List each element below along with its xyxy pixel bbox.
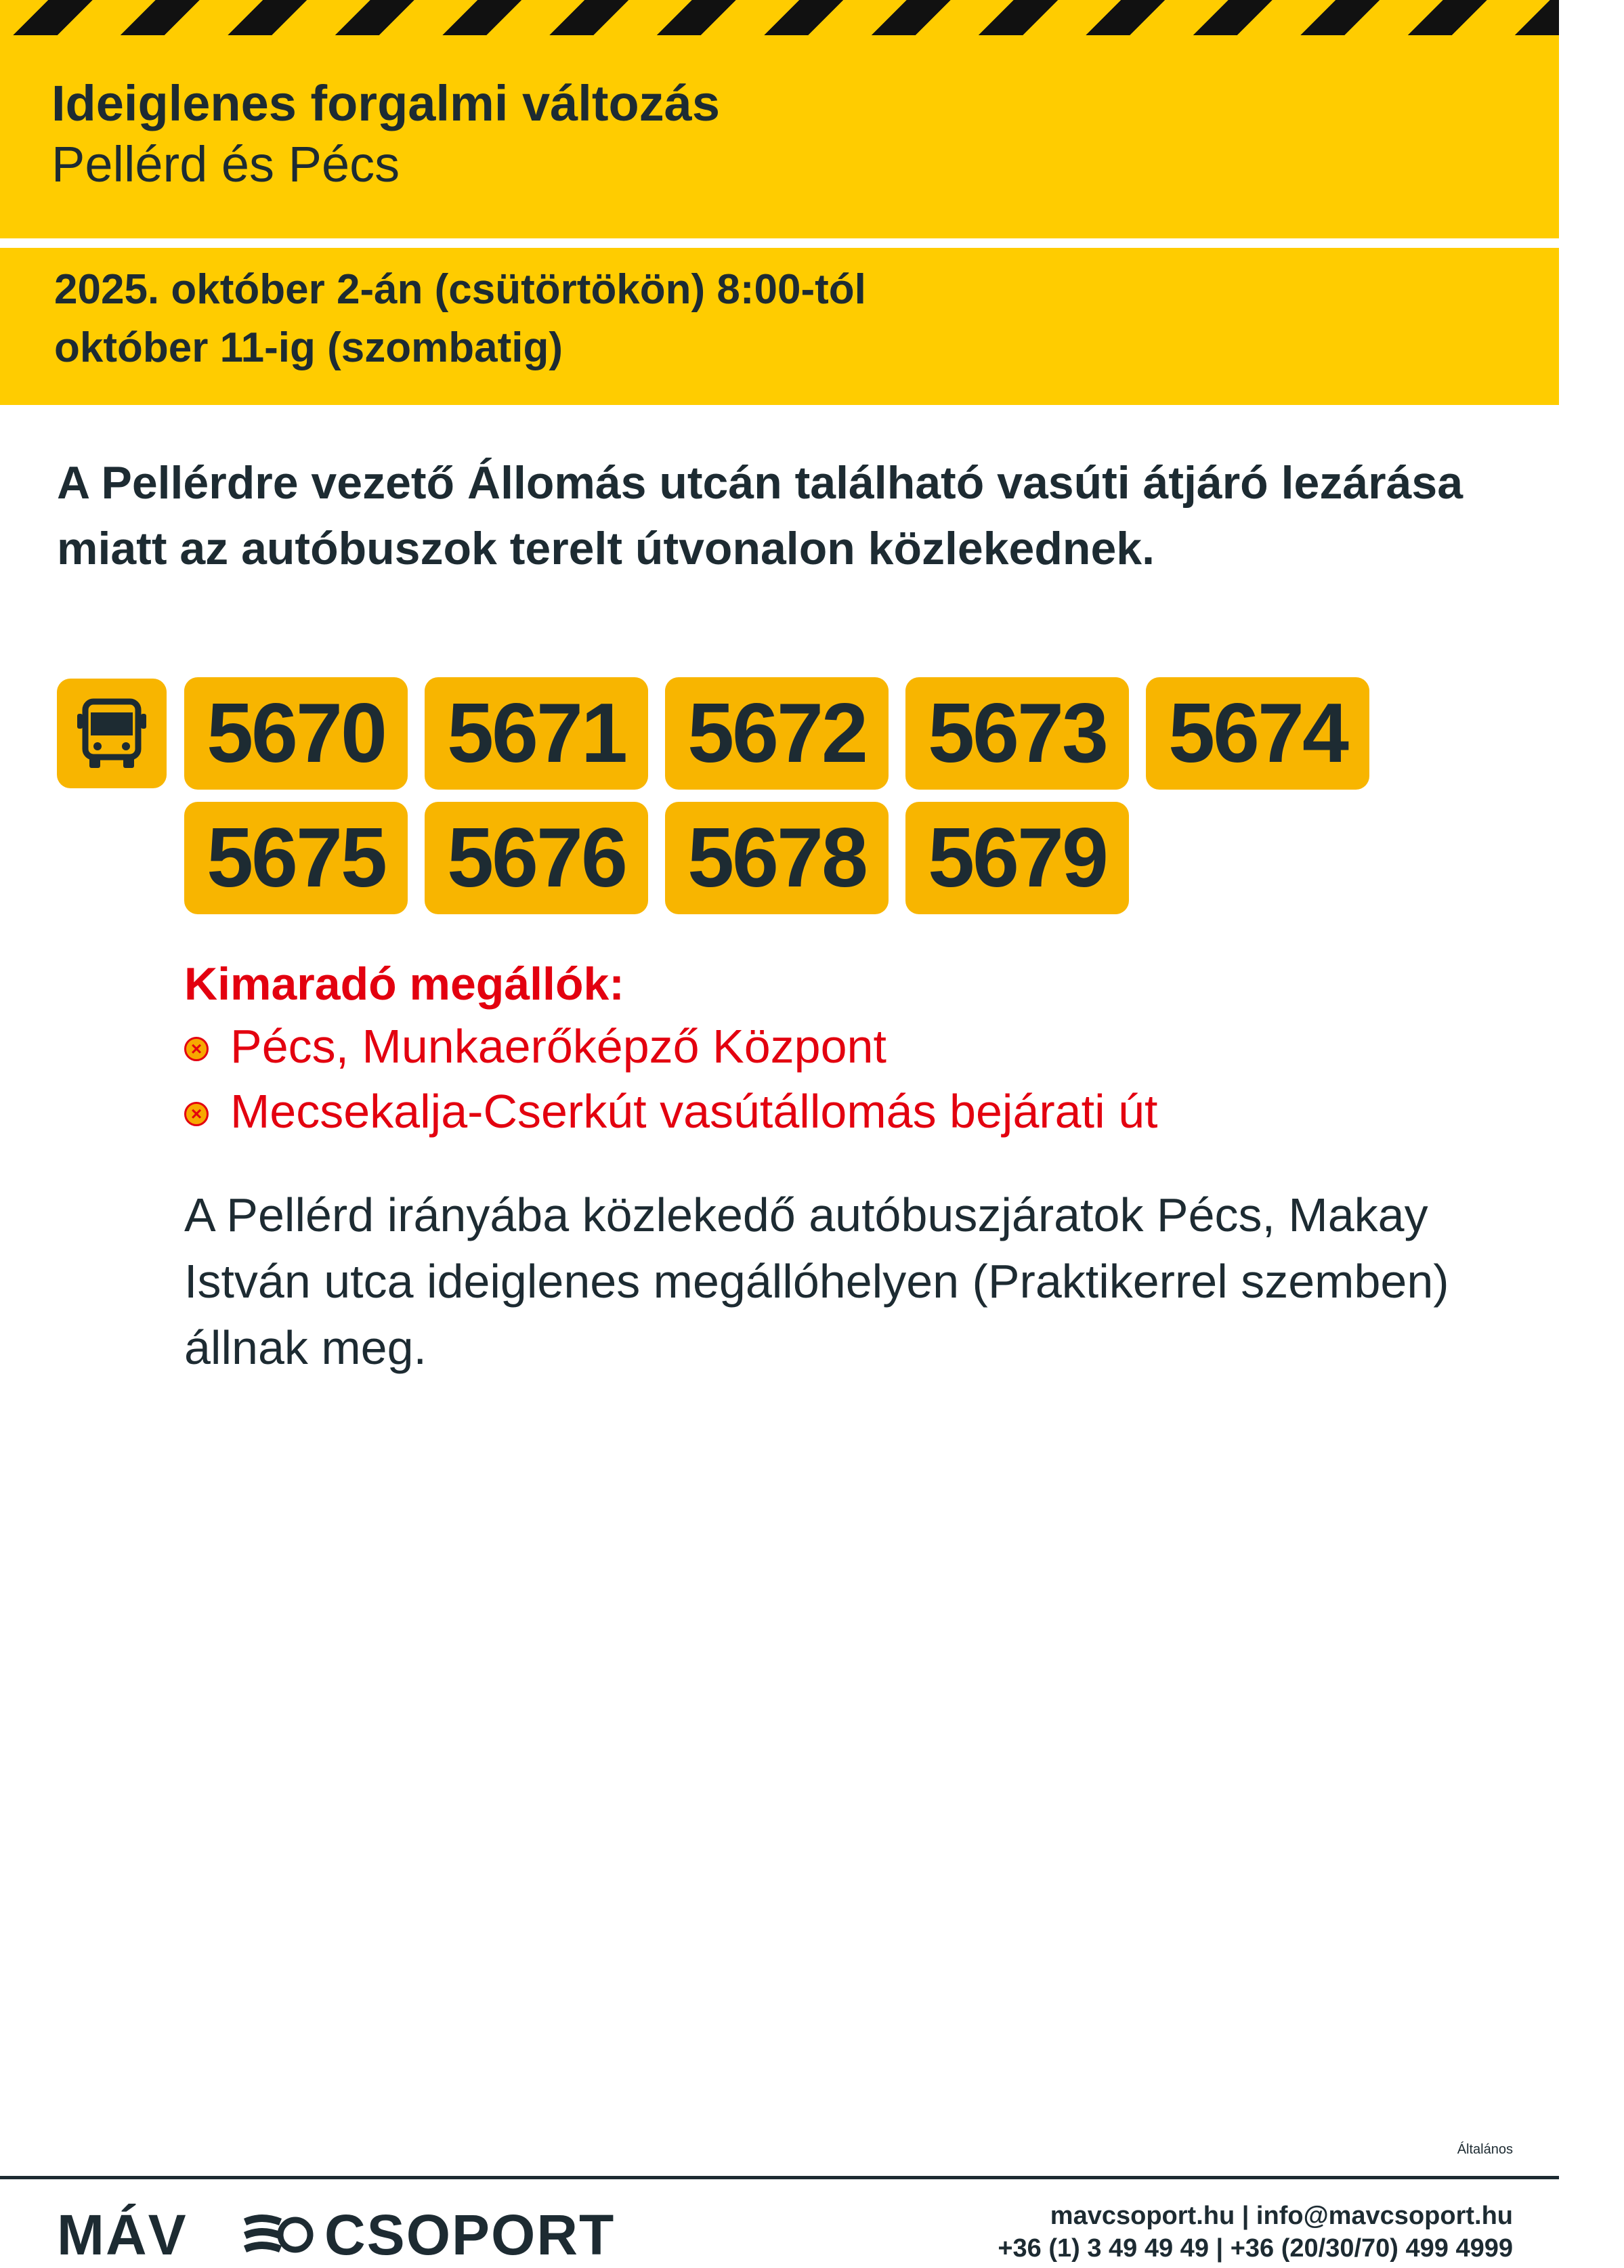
route-badge: 5676 xyxy=(425,802,648,914)
route-badge: 5672 xyxy=(665,677,889,790)
cancelled-stop-icon: × xyxy=(184,1037,209,1061)
intro-text: A Pellérdre vezető Állomás utcán található vasúti átjáró lezárása miatt az autóbuszok terelt útvonalon közlekednek. xyxy=(57,457,1463,574)
hazard-stripe xyxy=(0,0,1559,35)
route-badge: 5670 xyxy=(184,677,408,790)
skipped-stop-label: Pécs, Munkaerőképző Központ xyxy=(230,1020,886,1073)
bus-icon xyxy=(57,679,167,788)
contact-web-email: mavcsoport.hu | info@mavcsoport.hu xyxy=(1050,2202,1513,2230)
route-badge: 5671 xyxy=(425,677,648,790)
logo-text-right: CSOPORT xyxy=(324,2203,616,2267)
date-line-1: 2025. október 2-án (csütörtökön) 8:00-tól xyxy=(54,266,866,313)
route-badge: 5674 xyxy=(1146,677,1369,790)
temporary-stop-note: A Pellérd irányába közlekedő autóbuszjáratok Pécs, Makay István utca ideiglenes megállóhelyen (Praktikerrel szemben) állnak meg. xyxy=(184,1189,1449,1374)
cancelled-stop-icon: × xyxy=(184,1102,209,1126)
route-badge: 5675 xyxy=(184,802,408,914)
route-badge: 5679 xyxy=(905,802,1129,914)
footer-divider xyxy=(0,2176,1559,2179)
route-badge: 5673 xyxy=(905,677,1129,790)
classification-label: Általános xyxy=(1457,2142,1513,2157)
notice-subtitle: Pellérd és Pécs xyxy=(51,136,400,192)
contact-info xyxy=(998,2200,1513,2265)
skipped-stop-label: Mecsekalja-Cserkút vasútállomás bejárati út xyxy=(230,1085,1158,1138)
notice-title: Ideiglenes forgalmi változás xyxy=(51,75,720,131)
title-band xyxy=(0,35,1559,238)
skipped-stops-heading: Kimaradó megállók: xyxy=(184,958,624,1010)
date-band xyxy=(0,248,1559,405)
route-badge: 5678 xyxy=(665,802,889,914)
date-line-2: október 11-ig (szombatig) xyxy=(54,324,563,371)
logo-text-left: MÁV xyxy=(57,2203,188,2267)
logo-wings-icon xyxy=(241,2209,317,2256)
contact-phones: +36 (1) 3 49 49 49 | +36 (20/30/70) 499 4999 xyxy=(998,2234,1513,2263)
